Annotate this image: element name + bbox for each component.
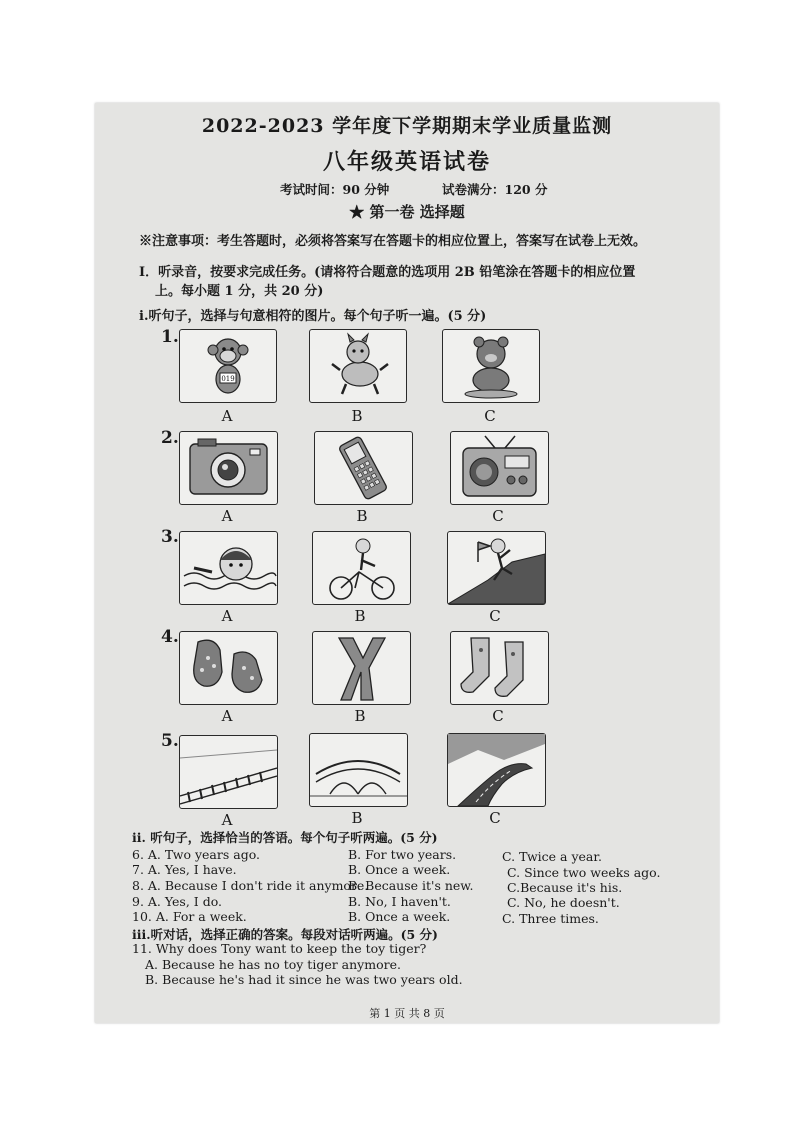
exam-subtitle: 八年级英语试卷	[322, 149, 491, 175]
answer-option: C. Since two weeks ago.	[507, 865, 661, 880]
socks-icon	[450, 631, 549, 705]
answer-option: 6. A. Two years ago.	[132, 847, 260, 862]
question-11: 11. Why does Tony want to keep the toy tiger?	[132, 941, 427, 956]
radio-icon	[450, 431, 549, 505]
scarf-icon	[312, 631, 411, 705]
answer-option: C. Twice a year.	[502, 849, 602, 864]
option-label: A	[221, 507, 233, 525]
camera-icon	[179, 431, 278, 505]
option-label: A	[221, 707, 233, 725]
answer-option: 10. A. For a week.	[132, 909, 247, 924]
question-number: 5.	[161, 731, 179, 751]
option-label: C	[484, 407, 496, 425]
answer-option: C. Three times.	[502, 911, 599, 926]
answer-option: B. Because it's new.	[348, 878, 474, 893]
horse-toy-icon	[309, 329, 407, 403]
exam-page	[95, 103, 719, 1023]
part-i-instruction: i.听句子，选择与句意相符的图片。每个句子听一遍。(5 分)	[139, 309, 487, 324]
notice-text: ※注意事项：考生答题时，必须将答案写在答题卡的相应位置上，答案写在试卷上无效。	[139, 234, 647, 249]
option-label: C	[492, 707, 504, 725]
answer-option: B. No, I haven't.	[348, 894, 451, 909]
answer-option: C. No, he doesn't.	[507, 895, 620, 910]
part1-instruction-line1: I．听录音，按要求完成任务。(请将符合题意的选项用 2B 铅笔涂在答题卡的相应位置	[139, 265, 636, 280]
question-number: 1.	[161, 327, 179, 347]
answer-option: B. Once a week.	[348, 862, 451, 877]
exam-time: 考试时间：90 分钟	[280, 182, 390, 197]
option-label: A	[221, 407, 233, 425]
answer-option: B. For two years.	[348, 847, 457, 862]
option-label: B	[354, 707, 366, 725]
exam-title: 2022-2023 学年度下学期期末学业质量监测	[201, 115, 613, 137]
page-footer: 第 1 页 共 8 页	[369, 1007, 445, 1020]
swimming-boy-icon	[179, 531, 278, 605]
question-11-option-b: B. Because he's had it since he was two years old.	[145, 972, 463, 987]
option-label: C	[492, 507, 504, 525]
option-label: B	[356, 507, 368, 525]
svg-text:019: 019	[221, 375, 235, 383]
option-label: B	[351, 809, 363, 827]
option-label: B	[351, 407, 363, 425]
teddy-bear-icon	[442, 329, 540, 403]
option-label: B	[354, 607, 366, 625]
answer-option: 7. A. Yes, I have.	[132, 862, 237, 877]
part1-instruction-line2: 上。每小题 1 分，共 20 分)	[155, 284, 324, 299]
climbing-boy-icon	[447, 531, 546, 605]
option-label: A	[221, 811, 233, 829]
railway-icon	[179, 735, 278, 809]
cycling-boy-icon	[312, 531, 411, 605]
mittens-icon	[179, 631, 278, 705]
option-label: C	[489, 607, 501, 625]
answer-option: B. Once a week.	[348, 909, 451, 924]
road-icon	[447, 733, 546, 807]
option-label: A	[221, 607, 233, 625]
question-number: 3.	[161, 527, 179, 547]
phone-icon	[314, 431, 413, 505]
part-ii-instruction: ii. 听句子，选择恰当的答语。每个句子听两遍。(5 分)	[132, 830, 438, 845]
monkey-icon	[179, 329, 277, 403]
question-number: 4.	[161, 627, 179, 647]
full-score: 试卷满分：120 分	[442, 182, 548, 197]
option-label: C	[489, 809, 501, 827]
bridge-icon	[309, 733, 408, 807]
part-iii-instruction: iii.听对话，选择正确的答案。每段对话听两遍。(5 分)	[132, 927, 438, 942]
answer-option: 9. A. Yes, I do.	[132, 894, 222, 909]
question-number: 2.	[161, 428, 179, 448]
question-11-option-a: A. Because he has no toy tiger anymore.	[145, 957, 401, 972]
answer-option: C.Because it's his.	[507, 880, 623, 895]
section-heading: ★ 第一卷 选择题	[349, 203, 465, 221]
answer-option: 8. A. Because I don't ride it anymore.	[132, 878, 369, 893]
